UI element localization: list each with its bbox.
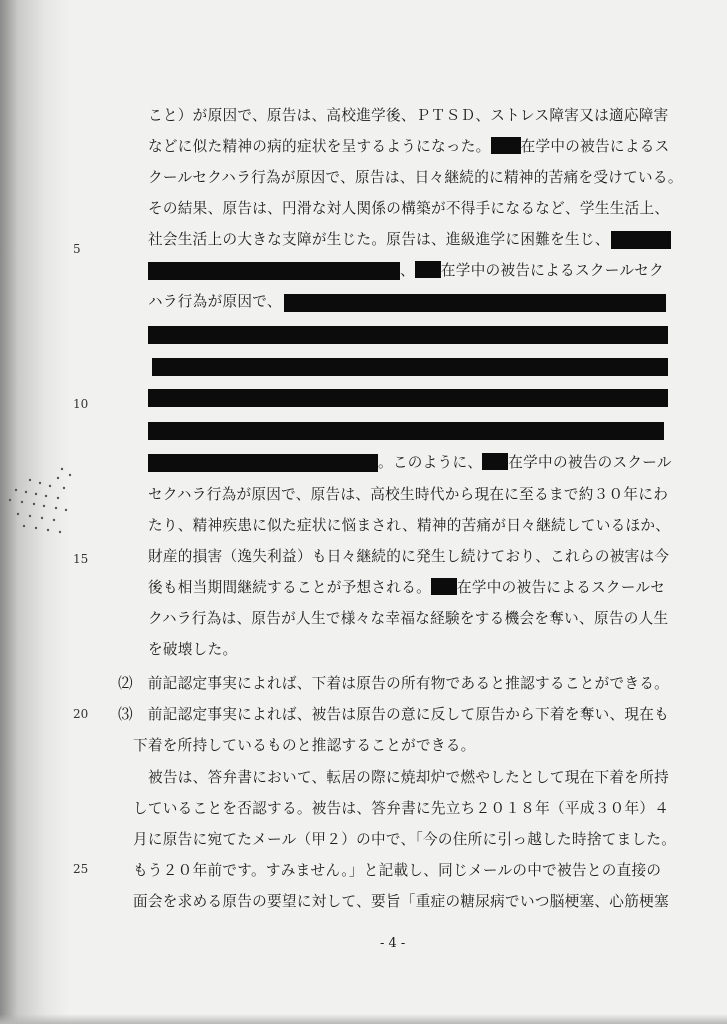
redaction-block	[148, 454, 378, 472]
numbered-item-3: ⑶ 前記認定事実によれば、被告は原告の意に反して原告から下着を奪い、現在も	[118, 706, 670, 723]
text-line	[400, 261, 664, 281]
text-line: たり、精神疾患に似た症状に悩まされ、精神的苦痛が日々継続しているほか、	[148, 517, 671, 534]
punch-hole-dots	[0, 466, 90, 536]
numbered-item-2: ⑵ 前記認定事実によれば、下着は原告の所有物であると推認することができる。	[118, 675, 670, 692]
text-segment: 在学中の被告によるスクールセク	[440, 262, 665, 279]
text-line: 月に原告に宛てたメール（甲２）の中で、「今の住所に引っ越した時捨てました。	[133, 831, 677, 848]
redaction-block	[152, 358, 668, 376]
text-line: その結果、原告は、円滑な対人関係の構築が不得手になるなど、学生生活上、	[148, 200, 670, 217]
text-line: ハラ行為が原因で、	[148, 293, 282, 310]
text-line: もう２０年前です。すみません。」と記載し、同じメールの中で被告との直接の	[133, 862, 662, 879]
text-segment: 後も相当期間継続することが予想される。	[148, 579, 431, 596]
text-line	[148, 578, 665, 598]
text-line: していることを否認する。被告は、答弁書に先立ち２０１８年（平成３０年）４	[133, 800, 670, 817]
text-line: 財産的損害（逸失利益）も日々継続的に発生し続けており、これらの被害は今	[148, 548, 670, 565]
text-line	[148, 137, 670, 157]
line-number-15: 15	[73, 552, 89, 566]
text-line: 社会生活上の大きな支障が生じた。原告は、進級進学に困難を生じ、	[148, 231, 610, 248]
redaction-block	[482, 453, 508, 470]
text-line	[378, 453, 672, 473]
text-segment: 在学中の被告によるスクールセ	[456, 579, 666, 596]
line-number-10: 10	[73, 397, 89, 411]
text-line: 被告は、答弁書において、転居の際に焼却炉で燃やしたとして現在下着を所持	[148, 769, 669, 786]
line-number-25: 25	[73, 862, 89, 876]
redaction-block	[611, 231, 671, 249]
redaction-block	[148, 262, 400, 280]
redaction-block	[491, 137, 521, 154]
text-line: 下着を所持しているものと推認することができる。	[133, 737, 476, 754]
redaction-block	[148, 422, 664, 440]
redaction-block	[148, 389, 668, 407]
text-segment: 在学中の被告によるス	[520, 138, 670, 155]
text-segment: 在学中の被告のスクール	[508, 454, 672, 471]
redaction-block	[431, 578, 457, 595]
scan-bottom-edge	[0, 1014, 727, 1024]
line-number-20: 20	[73, 707, 89, 721]
text-segment: 。このように、	[378, 454, 483, 471]
redaction-block	[148, 326, 668, 344]
text-line: クールセクハラ行為が原因で、原告は、日々継続的に精神的苦痛を受けている。	[148, 169, 683, 186]
text-line: 面会を求める原告の要望に対して、要旨「重症の糖尿病でいつ脳梗塞、心筋梗塞	[133, 893, 669, 910]
redaction-block	[415, 261, 441, 278]
redaction-block	[284, 294, 666, 312]
text-segment: 、	[400, 262, 415, 279]
text-segment: などに似た精神の病的症状を呈するようになった。	[148, 138, 491, 155]
text-line: セクハラ行為が原因で、原告は、高校生時代から現在に至るまで約３０年にわ	[148, 486, 669, 503]
page-number: - 4 -	[380, 936, 406, 951]
text-line: クハラ行為は、原告が人生で様々な幸福な経験をする機会を奪い、原告の人生	[148, 610, 669, 627]
text-line: を破壊した。	[148, 641, 238, 658]
line-number-5: 5	[73, 242, 81, 256]
text-line: こと）が原因で、原告は、高校進学後、ＰＴＳＤ、ストレス障害又は適応障害	[148, 107, 669, 124]
